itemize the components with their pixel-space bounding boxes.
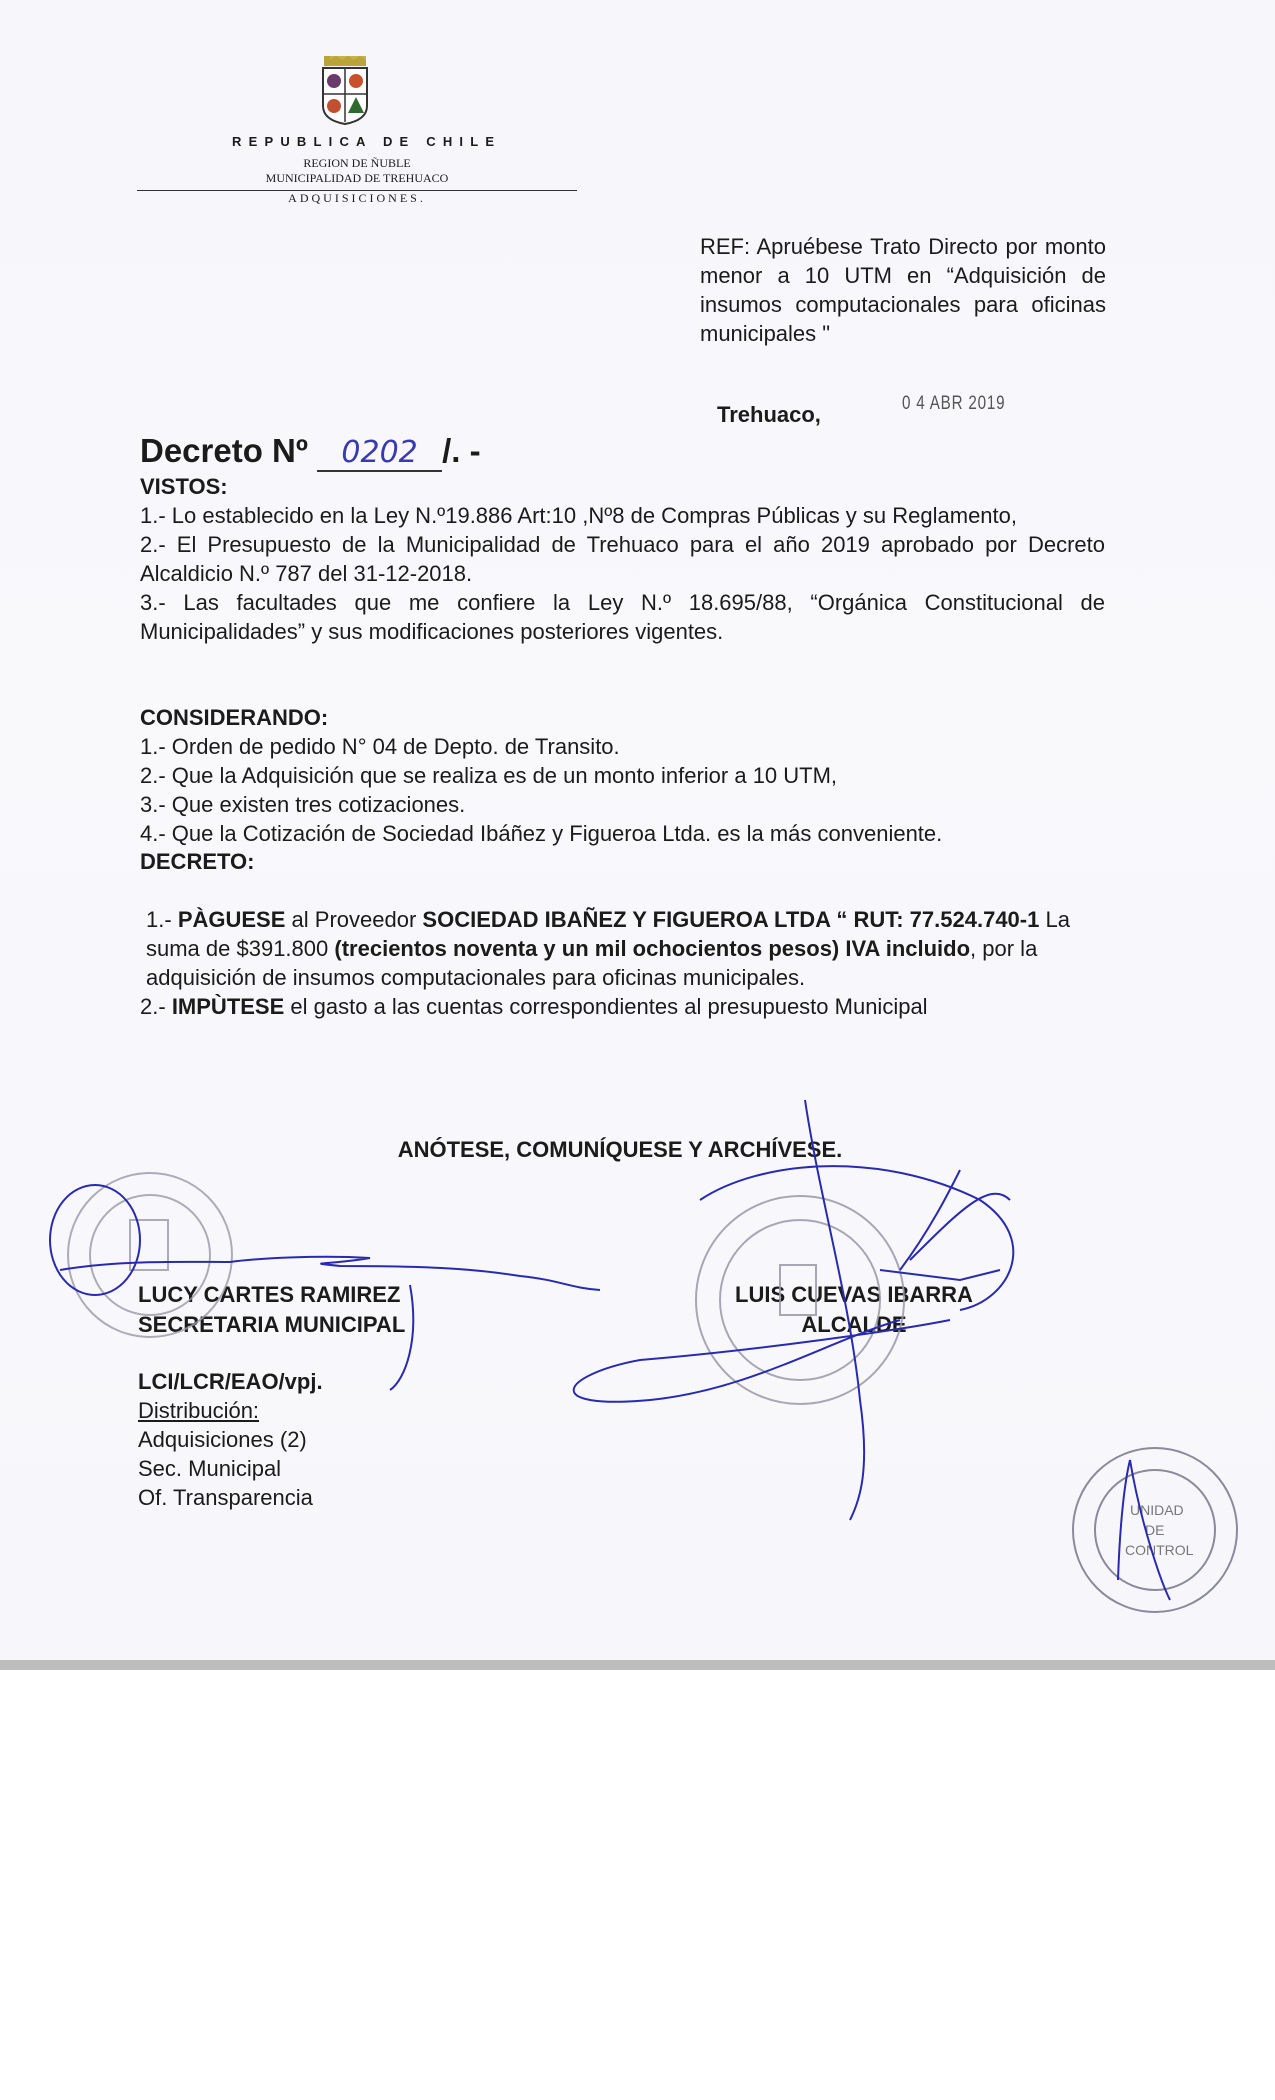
reference-text: REF: Apruébese Trato Directo por monto menor a 10 UTM en “Adquisición de insumos computacionales para oficinas municipales ": [700, 234, 1106, 346]
signature-block-mayor: [735, 1280, 973, 1340]
considerando-title: CONSIDERANDO:: [140, 705, 329, 730]
distribution-item: Of. Transparencia: [138, 1485, 313, 1510]
department-heading: ADQUISICIONES.: [288, 191, 426, 205]
decree-suffix: /. -: [442, 432, 481, 469]
svg-text:DE: DE: [1145, 1522, 1165, 1538]
decreto-title: DECRETO:: [140, 849, 255, 874]
decree-label: Decreto Nº: [140, 432, 308, 469]
decreto-item-1: 1.- PÀGUESE al Proveedor SOCIEDAD IBAÑEZ Y FIGUEROA LTDA “ RUT: 77.524.740-1 La suma de $391.800 (trecientos noventa y un mil ochocientos pesos) IVA incluido, por la adquisición de insumos computacionales para oficinas municipales.: [146, 907, 1070, 990]
signer-role: ALCALDE: [801, 1312, 907, 1337]
considerando-item: 1.- Orden de pedido N° 04 de Depto. de Transito.: [140, 734, 620, 759]
vistos-item: 3.- Las facultades que me confiere la Ley N.º 18.695/88, “Orgánica Constitucional de Municipalidades” y sus modificaciones posteriores vigentes.: [140, 590, 1105, 644]
signer-name: LUCY CARTES RAMIREZ: [138, 1282, 401, 1307]
signature-block-secretary: [138, 1280, 405, 1340]
decree-title: [140, 432, 481, 472]
signer-name: LUIS CUEVAS IBARRA: [735, 1282, 973, 1307]
place-label: Trehuaco,: [717, 402, 821, 427]
country-heading: REPUBLICA DE CHILE: [232, 134, 502, 149]
considerando-item: 4.- Que la Cotización de Sociedad Ibáñez y Figueroa Ltda. es la más conveniente.: [140, 821, 943, 846]
municipality-heading: MUNICIPALIDAD DE TREHUACO: [265, 171, 449, 185]
considerando-item: 3.- Que existen tres cotizaciones.: [140, 792, 466, 817]
decreto-item-2: 2.- IMPÙTESE el gasto a las cuentas correspondientes al presupuesto Municipal: [140, 994, 928, 1019]
signer-role: SECRETARIA MUNICIPAL: [138, 1312, 406, 1337]
svg-text:CONTROL: CONTROL: [1125, 1542, 1194, 1558]
vistos-item: 2.- El Presupuesto de la Municipalidad de Trehuaco para el año 2019 aprobado por Decreto Alcaldicio N.º 787 del 31-12-2018.: [140, 532, 1105, 586]
vistos-title: VISTOS:: [140, 474, 228, 499]
considerando-section: [140, 703, 1105, 848]
distribution-block: [138, 1367, 323, 1512]
vistos-section: [140, 472, 1105, 646]
region-heading: REGION DE ÑUBLE: [303, 156, 411, 170]
distribution-item: Sec. Municipal: [138, 1456, 282, 1481]
initials: LCI/LCR/EAO/vpj.: [138, 1369, 323, 1394]
decreto-section: [140, 847, 1105, 1021]
control-stamp-label: UNIDAD: [1130, 1502, 1184, 1518]
municipal-crest-logo: [318, 56, 372, 126]
decree-number: 0202: [317, 435, 442, 472]
considerando-item: 2.- Que la Adquisición que se realiza es de un monto inferior a 10 UTM,: [140, 763, 838, 788]
closing-formula: ANÓTESE, COMUNÍQUESE Y ARCHÍVESE.: [397, 1137, 843, 1162]
distribution-title: Distribución:: [138, 1398, 260, 1423]
vistos-item: 1.- Lo establecido en la Ley N.º19.886 Art:10 ,Nº8 de Compras Públicas y su Reglamento,: [140, 503, 1018, 528]
scan-edge: [0, 1660, 1275, 1670]
distribution-item: Adquisiciones (2): [138, 1427, 307, 1452]
date-stamp: 0 4 ABR 2019: [902, 393, 1006, 414]
